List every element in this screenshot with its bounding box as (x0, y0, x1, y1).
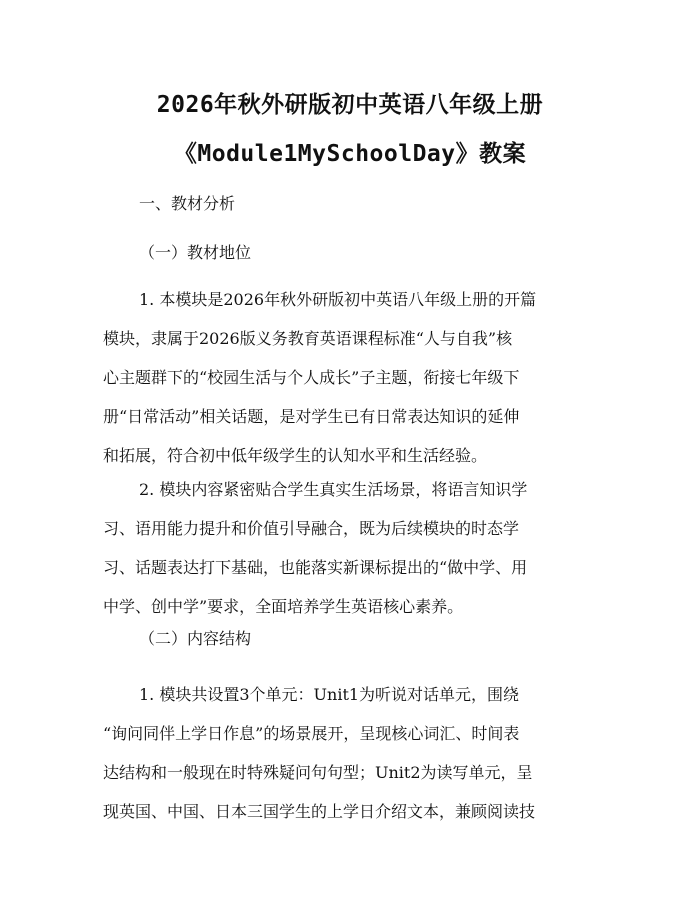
subsection-heading-textbook-position: （一）教材地位 (139, 243, 252, 262)
document-title-line-2: 《Module1MySchoolDay》教案 (173, 141, 527, 167)
paragraph-line: 1. 模块共设置3个单元：Unit1为听说对话单元，围绕 (139, 685, 520, 704)
section-heading-textbook-analysis: 一、教材分析 (139, 194, 236, 213)
paragraph-line: 习、语用能力提升和价值引导融合，既为后续模块的时态学 (103, 519, 520, 538)
paragraph-line: “询问同伴上学日作息”的场景展开，呈现核心词汇、时间表 (103, 724, 520, 743)
paragraph-line: 1. 本模块是2026年秋外研版初中英语八年级上册的开篇 (139, 290, 537, 309)
paragraph-module-content (103, 470, 601, 626)
document-title-line-1: 2026年秋外研版初中英语八年级上册 (156, 92, 544, 118)
paragraph-line: 模块，隶属于2026版义务教育英语课程标准“人与自我”核 (103, 329, 513, 348)
paragraph-module-position (103, 280, 601, 475)
paragraph-line: 和拓展，符合初中低年级学生的认知水平和生活经验。 (103, 446, 488, 465)
paragraph-line: 2. 模块内容紧密贴合学生真实生活场景，将语言知识学 (139, 480, 528, 499)
paragraph-line: 心主题群下的“校园生活与个人成长”子主题，衔接七年级下 (103, 368, 520, 387)
paragraph-line: 习、话题表达打下基础，也能落实新课标提出的“做中学、用 (103, 558, 528, 577)
subsection-heading-content-structure: （二）内容结构 (139, 629, 252, 648)
paragraph-line: 册“日常活动”相关话题，是对学生已有日常表达知识的延伸 (103, 407, 520, 426)
paragraph-line: 中学、创中学”要求，全面培养学生英语核心素养。 (103, 597, 464, 616)
paragraph-unit-structure (103, 675, 601, 831)
paragraph-line: 现英国、中国、日本三国学生的上学日介绍文本，兼顾阅读技 (103, 802, 536, 821)
paragraph-line: 达结构和一般现在时特殊疑问句句型；Unit2为读写单元，呈 (103, 763, 533, 782)
